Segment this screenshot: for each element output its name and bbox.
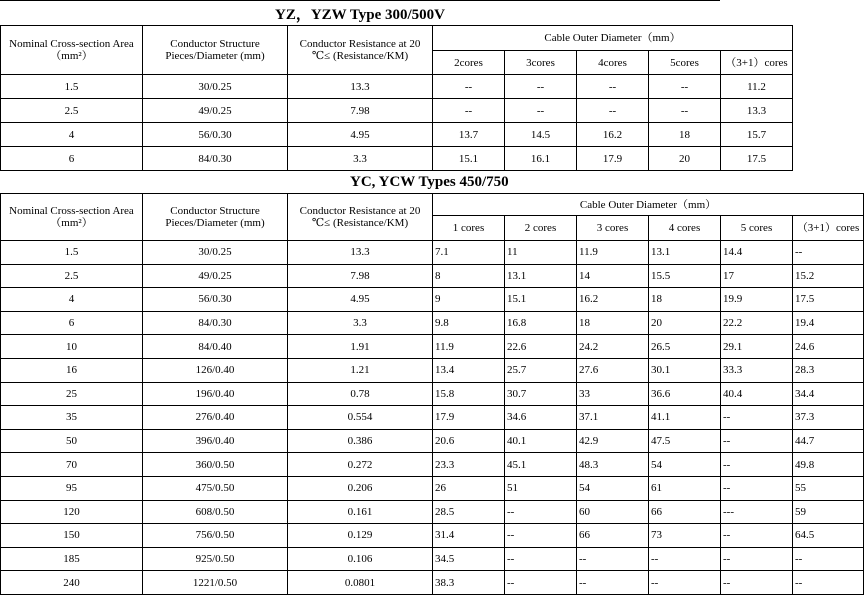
table-cell: 45.1 [505, 453, 577, 477]
table-cell: 150 [1, 524, 143, 548]
core-header: 5cores [649, 51, 721, 75]
table-cell: 15.1 [505, 288, 577, 312]
table-cell: 17.5 [721, 147, 793, 171]
diameter-header: Cable Outer Diameter（mm） [433, 194, 864, 216]
table-cell: -- [649, 547, 721, 571]
table-cell: 13.3 [288, 75, 433, 99]
table-cell: 9.8 [433, 311, 505, 335]
table-cell: 15.8 [433, 382, 505, 406]
area-header: Nominal Cross-section Area（mm²） [1, 26, 143, 75]
structure-header: Conductor Structure Pieces/Diameter (mm) [143, 194, 288, 241]
section2-title: YC, YCW Types 450/750 [350, 174, 509, 190]
table-cell: 30/0.25 [143, 241, 288, 265]
table-row [1, 453, 864, 477]
table-cell: 126/0.40 [143, 358, 288, 382]
table-cell: 475/0.50 [143, 476, 288, 500]
table-cell: 44.7 [793, 429, 864, 453]
table-cell: 1221/0.50 [143, 571, 288, 595]
table-cell: -- [577, 547, 649, 571]
table-cell: -- [505, 500, 577, 524]
table-cell: 31.4 [433, 524, 505, 548]
table-cell: 15.7 [721, 123, 793, 147]
table-cell: 17.5 [793, 288, 864, 312]
table-cell: 0.386 [288, 429, 433, 453]
table-cell: 608/0.50 [143, 500, 288, 524]
yz-spec-table [0, 25, 793, 171]
table-cell: 34.4 [793, 382, 864, 406]
table-cell: -- [793, 241, 864, 265]
table-cell: -- [793, 547, 864, 571]
table-cell: 28.5 [433, 500, 505, 524]
table-row [1, 358, 864, 382]
table-row [1, 99, 793, 123]
table-cell: 54 [577, 476, 649, 500]
table-cell: 8 [433, 264, 505, 288]
core-header: 4 cores [649, 216, 721, 241]
table-cell: 59 [793, 500, 864, 524]
table-cell: 4.95 [288, 288, 433, 312]
table-cell: 18 [649, 123, 721, 147]
table-cell: 34.6 [505, 406, 577, 430]
table-cell: 95 [1, 476, 143, 500]
table-cell: 61 [649, 476, 721, 500]
table-cell: 49/0.25 [143, 99, 288, 123]
table-cell: 240 [1, 571, 143, 595]
table-cell: 42.9 [577, 429, 649, 453]
table-cell: 11.9 [577, 241, 649, 265]
table-cell: -- [721, 571, 793, 595]
table-cell: 11.9 [433, 335, 505, 359]
table-cell: 24.6 [793, 335, 864, 359]
table-cell: 27.6 [577, 358, 649, 382]
table-cell: 25.7 [505, 358, 577, 382]
table-cell: 16.2 [577, 123, 649, 147]
table-cell: -- [649, 99, 721, 123]
table-cell: -- [649, 571, 721, 595]
table-cell: -- [721, 476, 793, 500]
table-cell: 0.106 [288, 547, 433, 571]
table-cell: 3.3 [288, 311, 433, 335]
table-cell: 20 [649, 311, 721, 335]
table-cell: 4 [1, 288, 143, 312]
table-row [1, 524, 864, 548]
table-cell: -- [505, 547, 577, 571]
table-cell: 37.3 [793, 406, 864, 430]
table-cell: 70 [1, 453, 143, 477]
table-cell: 196/0.40 [143, 382, 288, 406]
table-cell: 1.21 [288, 358, 433, 382]
table-cell: 56/0.30 [143, 288, 288, 312]
table-cell: 17 [721, 264, 793, 288]
table-cell: 37.1 [577, 406, 649, 430]
table-cell: 30.1 [649, 358, 721, 382]
table-cell: 16 [1, 358, 143, 382]
table-row [1, 406, 864, 430]
table-cell: 3.3 [288, 147, 433, 171]
table-cell: 34.5 [433, 547, 505, 571]
table-cell: 35 [1, 406, 143, 430]
table-cell: 0.78 [288, 382, 433, 406]
table-cell: 15.5 [649, 264, 721, 288]
table-cell: 19.4 [793, 311, 864, 335]
table-row [1, 147, 793, 171]
core-header: 4cores [577, 51, 649, 75]
table-cell: 66 [577, 524, 649, 548]
table-cell: -- [505, 75, 577, 99]
table-cell: 2.5 [1, 99, 143, 123]
table-cell: 1.91 [288, 335, 433, 359]
core-header: 1 cores [433, 216, 505, 241]
table-cell: -- [577, 571, 649, 595]
table-row [1, 382, 864, 406]
table-cell: 6 [1, 147, 143, 171]
table-cell: 48.3 [577, 453, 649, 477]
core-header: 3 cores [577, 216, 649, 241]
table-cell: -- [577, 75, 649, 99]
table-cell: 13.7 [433, 123, 505, 147]
table-cell: 84/0.40 [143, 335, 288, 359]
table-cell: 9 [433, 288, 505, 312]
table-cell: 0.161 [288, 500, 433, 524]
table-cell: 396/0.40 [143, 429, 288, 453]
table-cell: 13.1 [649, 241, 721, 265]
table-cell: 38.3 [433, 571, 505, 595]
table-cell: 15.2 [793, 264, 864, 288]
table-cell: 15.1 [433, 147, 505, 171]
table-cell: 54 [649, 453, 721, 477]
table-row [1, 75, 793, 99]
table-cell: 11.2 [721, 75, 793, 99]
table-cell: -- [433, 75, 505, 99]
table-cell: 7.98 [288, 264, 433, 288]
area-header: Nominal Cross-section Area（mm²） [1, 194, 143, 241]
section1-title: YZ，YZW Type 300/500V [274, 7, 446, 23]
table-cell: -- [505, 571, 577, 595]
table-cell: 14.5 [505, 123, 577, 147]
table-cell: 40.4 [721, 382, 793, 406]
table-row [1, 571, 864, 595]
table-cell: 360/0.50 [143, 453, 288, 477]
table-cell: 11 [505, 241, 577, 265]
table-cell: -- [433, 99, 505, 123]
table-row [1, 429, 864, 453]
core-header: （3+1）cores [721, 51, 793, 75]
table-cell: 73 [649, 524, 721, 548]
table-cell: 41.1 [649, 406, 721, 430]
table-cell: 4.95 [288, 123, 433, 147]
table-cell: 55 [793, 476, 864, 500]
table-cell: 0.272 [288, 453, 433, 477]
resistance-header: Conductor Resistance at 20 ℃≤ (Resistance/KM) [288, 194, 433, 241]
table-cell: 26.5 [649, 335, 721, 359]
table-cell: -- [721, 429, 793, 453]
table-cell: 17.9 [577, 147, 649, 171]
core-header: 2 cores [505, 216, 577, 241]
table-cell: 66 [649, 500, 721, 524]
table-cell: 22.6 [505, 335, 577, 359]
table-cell: 30.7 [505, 382, 577, 406]
table-cell: 0.0801 [288, 571, 433, 595]
top-rule [0, 0, 720, 1]
table-cell: --- [721, 500, 793, 524]
table-row [1, 500, 864, 524]
table-cell: 30/0.25 [143, 75, 288, 99]
table-cell: -- [505, 99, 577, 123]
structure-header: Conductor Structure Pieces/Diameter (mm) [143, 26, 288, 75]
resistance-header: Conductor Resistance at 20 ℃≤ (Resistance/KM) [288, 26, 433, 75]
table-row [1, 264, 864, 288]
table-cell: 23.3 [433, 453, 505, 477]
table-cell: 50 [1, 429, 143, 453]
yc-spec-table [0, 193, 864, 595]
table-cell: 17.9 [433, 406, 505, 430]
core-header: 3cores [505, 51, 577, 75]
table-cell: -- [721, 547, 793, 571]
table-cell: -- [793, 571, 864, 595]
table-cell: 0.554 [288, 406, 433, 430]
table-cell: 925/0.50 [143, 547, 288, 571]
table-cell: 60 [577, 500, 649, 524]
table-cell: 14 [577, 264, 649, 288]
table-cell: -- [721, 406, 793, 430]
table-cell: -- [721, 453, 793, 477]
table-cell: 19.9 [721, 288, 793, 312]
table-cell: 18 [649, 288, 721, 312]
table-row [1, 311, 864, 335]
core-header: 5 cores [721, 216, 793, 241]
table-cell: 22.2 [721, 311, 793, 335]
table-cell: 16.1 [505, 147, 577, 171]
table-cell: 49.8 [793, 453, 864, 477]
table-cell: 13.1 [505, 264, 577, 288]
table-row [1, 123, 793, 147]
table-cell: 36.6 [649, 382, 721, 406]
table-cell: 49/0.25 [143, 264, 288, 288]
table-cell: -- [577, 99, 649, 123]
table-cell: 25 [1, 382, 143, 406]
table-cell: 51 [505, 476, 577, 500]
table-cell: 20.6 [433, 429, 505, 453]
table-cell: 26 [433, 476, 505, 500]
table-cell: 13.4 [433, 358, 505, 382]
table-cell: 6 [1, 311, 143, 335]
table-cell: 33.3 [721, 358, 793, 382]
table-cell: 185 [1, 547, 143, 571]
table-cell: 276/0.40 [143, 406, 288, 430]
table-cell: 13.3 [721, 99, 793, 123]
table-cell: 1.5 [1, 241, 143, 265]
table-cell: 24.2 [577, 335, 649, 359]
table-cell: 28.3 [793, 358, 864, 382]
table-cell: 4 [1, 123, 143, 147]
table-cell: 56/0.30 [143, 123, 288, 147]
table-cell: 64.5 [793, 524, 864, 548]
table-row [1, 288, 864, 312]
table-cell: 29.1 [721, 335, 793, 359]
table-cell: 120 [1, 500, 143, 524]
table-cell: 7.98 [288, 99, 433, 123]
table-row [1, 335, 864, 359]
table-cell: 84/0.30 [143, 147, 288, 171]
diameter-header: Cable Outer Diameter（mm） [433, 26, 793, 51]
table-cell: 14.4 [721, 241, 793, 265]
table-cell: 33 [577, 382, 649, 406]
table-cell: 40.1 [505, 429, 577, 453]
table-cell: -- [721, 524, 793, 548]
table-row [1, 476, 864, 500]
table-cell: 47.5 [649, 429, 721, 453]
table-cell: 84/0.30 [143, 311, 288, 335]
table-cell: 0.129 [288, 524, 433, 548]
table-cell: 2.5 [1, 264, 143, 288]
table-cell: 20 [649, 147, 721, 171]
table-row [1, 547, 864, 571]
table-cell: 1.5 [1, 75, 143, 99]
table-cell: 13.3 [288, 241, 433, 265]
table-cell: 0.206 [288, 476, 433, 500]
table-cell: 18 [577, 311, 649, 335]
table-cell: -- [649, 75, 721, 99]
table-cell: -- [505, 524, 577, 548]
core-header: （3+1）cores [793, 216, 864, 241]
table-cell: 7.1 [433, 241, 505, 265]
table-row [1, 241, 864, 265]
table-cell: 16.8 [505, 311, 577, 335]
core-header: 2cores [433, 51, 505, 75]
table-cell: 10 [1, 335, 143, 359]
table-cell: 756/0.50 [143, 524, 288, 548]
table-cell: 16.2 [577, 288, 649, 312]
